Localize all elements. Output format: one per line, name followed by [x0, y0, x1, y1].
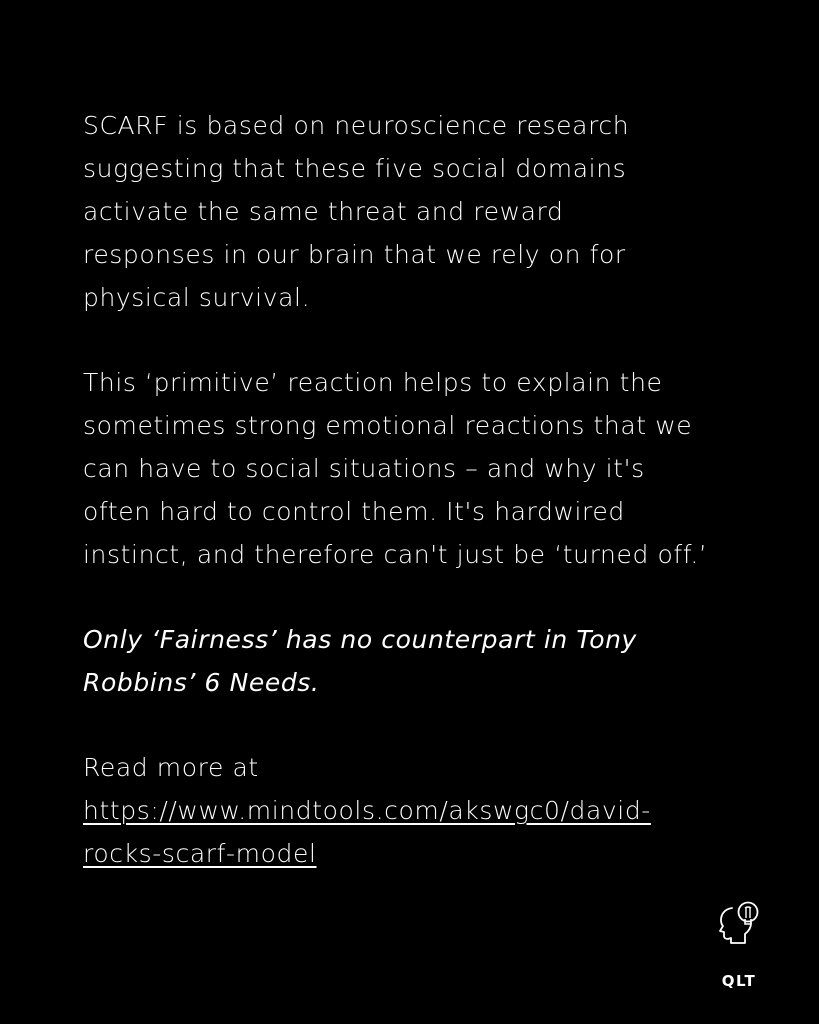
text-line: This ‘primitive’ reaction helps to explain the	[83, 368, 663, 397]
source-link-line-1[interactable]: https://www.mindtools.com/akswgc0/david-	[83, 796, 651, 825]
text-line: sometimes strong emotional reactions that we	[83, 411, 693, 440]
source-link-continued[interactable]	[83, 832, 763, 875]
paragraph-primitive-reaction	[83, 361, 763, 576]
text-line: suggesting that these five social domains	[83, 154, 627, 183]
source-link-line-2[interactable]: rocks-scarf-model	[83, 839, 317, 868]
text-line: Robbins’ 6 Needs.	[83, 668, 320, 697]
text-line: can have to social situations – and why it's	[83, 454, 645, 483]
text-line: physical survival.	[83, 283, 311, 312]
text-line: responses in our brain that we rely on for	[83, 240, 626, 269]
brand-label: QLT	[721, 972, 757, 990]
text-line: often hard to control them. It's hardwired	[83, 497, 625, 526]
text-line: Only ‘Fairness’ has no counterpart in Tony	[83, 625, 637, 654]
source-link[interactable]	[83, 789, 763, 832]
paragraph-read-more	[83, 746, 763, 875]
paragraph-fairness-note	[83, 618, 763, 704]
text-line: activate the same threat and reward	[83, 197, 564, 226]
paragraph-scarf-intro	[83, 104, 763, 319]
head-lightbulb-icon	[716, 898, 762, 944]
text-line: SCARF is based on neuroscience research	[83, 111, 630, 140]
read-more-label: Read more at	[83, 753, 259, 782]
text-line: instinct, and therefore can't just be ‘turned off.’	[83, 540, 708, 569]
body-text	[83, 104, 763, 917]
